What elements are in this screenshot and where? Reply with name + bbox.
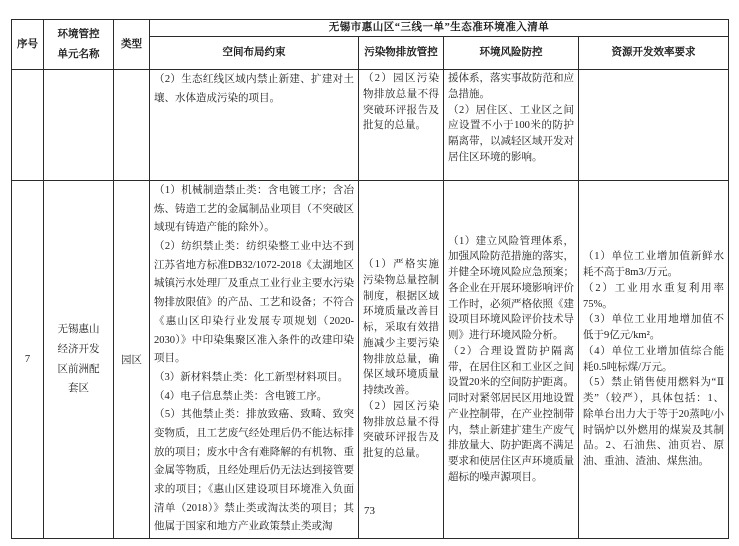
environmental-risk-text: （1）建立风险管理体系，加强风险防范措施的落实，并健全环境风险应急预案；各企业在开展环境影响评价工作时，必须严格依照《建设项目环境风险评价技术导则》进行环境风险分析。 （2）合理设置防护隔离带，在居住区和工业区之间设置20米的空间防护距离。同时对紧邻居民区用地设置产业控制带，在产业控制带内，禁止新建扩建生产废气排放量大、防护距离不满足要求和使居住区声环境质量超标的噪声源项目。 [448, 235, 574, 483]
cell-unit-name [44, 181, 114, 539]
cell-unit-name [44, 70, 114, 181]
page-number: 73 [364, 505, 375, 517]
header-pollution-discharge: 污染物排放管控 [359, 37, 444, 70]
header-resource-efficiency: 资源开发效率要求 [579, 37, 729, 70]
table-row-unit-7 [12, 181, 729, 539]
table-title-row [12, 20, 729, 37]
cell-spatial-layout [150, 181, 359, 539]
header-type: 类型 [114, 20, 150, 70]
header-unit-name [44, 20, 114, 70]
header-unit-name-label: 环境管控单元名称 [57, 28, 100, 60]
header-serial-number: 序号 [12, 20, 44, 70]
unit-name-text: 无锡惠山经济开发区前洲配套区 [57, 323, 100, 395]
cell-environmental-risk [444, 70, 579, 181]
cell-resource-efficiency [579, 70, 729, 181]
cell-pollution-discharge [359, 181, 444, 539]
pollution-discharge-text: （2）园区污染物排放总量不得突破环评报告及批复的总量。 [363, 73, 439, 132]
cell-spatial-layout [150, 70, 359, 181]
header-spatial-layout: 空间布局约束 [150, 37, 359, 70]
cell-resource-efficiency [579, 181, 729, 539]
environmental-access-table [11, 19, 729, 539]
cell-serial-number [12, 70, 44, 181]
table-row-continuation [12, 70, 729, 181]
cell-serial-number: 7 [12, 181, 44, 539]
spatial-layout-text: （1）机械制造禁止类：含电镀工序；含冶炼、铸造工艺的金属制品业项目（不突破区域现有铸造产能的除外）。 （2）纺织禁止类：纺织染整工业中达不到江苏省地方标准DB32/1072-2018《太湖地区城镇污水处理厂及重点工业行业主要水污染物排放限值》的产品、工艺和设备；不符合《惠山区印染行业发展专项规划（2020-2030）》中印染集聚区准入条件的改建印染项目。 （3）新材料禁止类：化工新型材料项目。 （4）电子信息禁止类：含电镀工序。 （5）其他禁止类：排放致癌、致畸、致突变物质，且工艺废气经处理后仍不能达标排放的项目；废水中含有难降解的有机物、重金属等物质，且经处理后仍无法达到接管要求的项目；《惠山区建设项目环境准入负面清单（2018）》禁止类或淘汰类的项目；其他属于国家和地方产业政策禁止类或淘 [154, 185, 354, 533]
resource-efficiency-text: （1）单位工业增加值新鲜水耗不高于8m3/万元。 （2）工业用水重复利用率75%。 （3）单位工业用地增加值不低于9亿元/km²。 （4）单位工业增加值综合能耗0.5吨标煤/万元。 （5）禁止销售使用燃料为“Ⅱ类”（较严），具体包括：1、除单台出力大于等于20蒸吨/小时锅炉以外燃用的煤炭及其制品。2、石油焦、油页岩、原油、重油、渣油、煤焦油。 [583, 251, 724, 468]
cell-environmental-risk [444, 181, 579, 539]
table-title: 无锡市惠山区“三线一单”生态准环境准入清单 [150, 20, 729, 37]
spatial-layout-text: （2）生态红线区域内禁止新建、扩建对土壤、水体造成污染的项目。 [154, 74, 354, 104]
environmental-risk-text: 援体系，落实事故防范和应急措施。 （2）居住区、工业区之间应设置不小于100米的防护隔离带，以减轻区域开发对居住区环境的影响。 [448, 73, 574, 163]
cell-pollution-discharge [359, 70, 444, 181]
cell-type: 园区 [114, 181, 150, 539]
pollution-discharge-text: （1）严格实施污染物总量控制制度，根据区域环境质量改善目标，采取有效措施减少主要污染物排放总量，确保区域环境质量持续改善。 （2）园区污染物排放总量不得突破环评报告及批复的总量。 [363, 259, 439, 460]
cell-type [114, 70, 150, 181]
header-environmental-risk: 环境风险防控 [444, 37, 579, 70]
